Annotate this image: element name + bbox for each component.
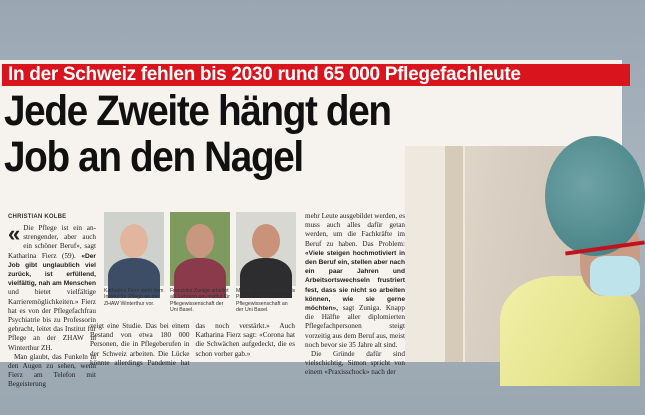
col3-text2: sagt Zuniga. Knapp die Hälfte aller diplomierten Pflegefachpersonen steigt vorzeitig aus dem Beruf aus, meist noch bevor sie 35 Jahre alt sind. [305, 304, 405, 349]
byline: CHRISTIAN KOLBE [8, 214, 67, 220]
caption-zuniga: Franziska Zuniga arbeitet als Lehrerin am Institut für Pflegewissenschaft der Uni Basel. [170, 288, 230, 314]
headline-line-2: Job an den Nagel [4, 133, 303, 181]
article-column-mid: zeigt eine Studie. Das bei einem Bestand von etwa 180 000 Personen, die in Pflegeberufen in der Schweiz arbeiten. Die Lücke könnte allerdings Pandemie hat das noch verstärkt.» Auch Katharina Fierz sagt: «Corona hat die Schwächen aufgedeckt, die es schon vorher gab.» [90, 322, 295, 367]
col1-text: Die Pflege ist ein anstrengender, aber auch ein schöner Beruf», sagt Katharina Fierz (59). [8, 224, 96, 260]
caption-simon: Michael Simon forscht als Professor für Pflegewissenschaft an der Uni Basel. [236, 288, 296, 314]
portrait-fierz [104, 212, 164, 286]
article-column-1 [8, 221, 96, 390]
col3-text: mehr Leute ausgebildet werden, es muss auch alles dafür getan werden, um die Fachkräfte im Beruf zu haben. Das Problem: [305, 212, 405, 248]
portrait-zuniga [170, 212, 230, 286]
portrait-simon [236, 212, 296, 286]
article-column-3 [305, 212, 405, 378]
col3-text3: Die Gründe dafür sind vielschichtig, Simon spricht von einem «Praxisschock» nach der [305, 350, 405, 377]
caption-fierz: Katharina Fierz steht dem Institut für Pflege an der ZHAW Winterthur vor. [104, 288, 164, 307]
col1-text2: und bietet vielfältige Karrieremöglichkeiten.» Fierz hat es von der Pflegefachfrau Psychiatrie bis zu Professorin gebracht, leitet das Institut für Pflege an der ZHAW in Winterthur ZH. [8, 288, 96, 352]
nurse-photo [405, 146, 622, 362]
headline [4, 88, 391, 180]
newspaper-page [0, 60, 622, 389]
col3-bold: «Viele steigen hochmotiviert in den Beruf ein, stellen aber nach ein paar Jahren und Arbeitsortswechseln frustriert fest, dass sie nicht so arbeiten können, wie sie gerne möchten», [305, 249, 405, 313]
col1-bold: «Der Job gibt unglaublich viel zurück, ist erfüllend, vielfältig, nah am Menschen [8, 252, 96, 288]
kicker-banner: In der Schweiz fehlen bis 2030 rund 65 000 Pflegefachleute [2, 64, 630, 86]
headline-line-1: Jede Zweite hängt den [4, 87, 391, 135]
col1-text3: Man glaubt, das Funkeln in den Augen zu sehen, wenn Fierz am Telefon mit Begeisterung [8, 352, 96, 389]
quote-icon: « [8, 221, 21, 246]
